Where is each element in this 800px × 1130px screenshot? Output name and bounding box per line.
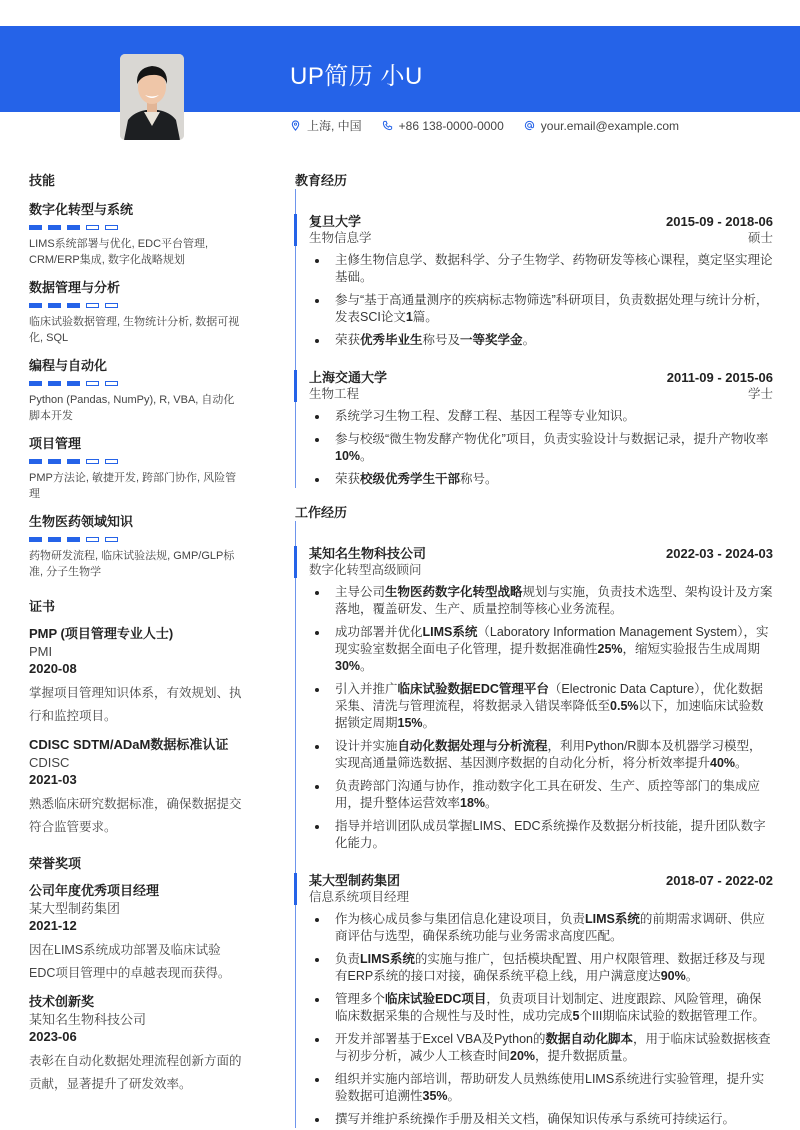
skill-name: 数字化转型与系统 bbox=[29, 202, 134, 217]
skill-description: 临床试验数据管理, 生物统计分析, 数据可视化, SQL bbox=[29, 316, 240, 344]
bullet-item: 成功部署并优化LIMS系统（Laboratory Information Management System），实现实验室数据全面电子化管理，提升数据准确性25%，缩短实验报告生成周期30%。 bbox=[335, 624, 773, 675]
bullet-item: 参与“基于高通量测序的疾病标志物筛选”科研项目，负责数据处理与统计分析，发表SCI论文1篇。 bbox=[335, 292, 773, 326]
date-range: 2011-09 - 2015-06 bbox=[666, 370, 773, 385]
skill-level-bars bbox=[29, 459, 244, 464]
highlight-text: 生物医药数字化转型战略 bbox=[385, 585, 523, 599]
level-filled-icon bbox=[29, 537, 42, 542]
left-column bbox=[29, 170, 244, 1104]
work-title: 工作经历 bbox=[295, 505, 348, 520]
skills-title: 技能 bbox=[29, 173, 56, 188]
company-name: 某知名生物科技公司 bbox=[309, 546, 427, 561]
phone-icon bbox=[382, 120, 393, 131]
bullet-item: 指导并培训团队成员掌握LIMS、EDC系统操作及数据分析技能，提升团队数字化能力。 bbox=[335, 818, 773, 852]
highlight-text: LIMS系统 bbox=[422, 625, 478, 639]
level-filled-icon bbox=[29, 459, 42, 464]
bullet-item: 荣获校级优秀学生干部称号。 bbox=[335, 471, 773, 488]
level-empty-icon bbox=[105, 459, 118, 464]
awards-title: 荣誉奖项 bbox=[29, 856, 82, 871]
skill-item bbox=[29, 511, 244, 580]
bullet-item: 参与校级“微生物发酵产物优化”项目，负责实验设计与数据记录，提升产物收率10%。 bbox=[335, 431, 773, 465]
education-list bbox=[295, 189, 773, 488]
certificate-description: 熟悉临床研究数据标准，确保数据提交符合监管要求。 bbox=[29, 797, 242, 834]
entry-header bbox=[309, 345, 773, 403]
contact-email[interactable] bbox=[524, 119, 679, 133]
entry-title-row bbox=[309, 872, 773, 889]
certificate-name: CDISC SDTM/ADaM数据标准认证 bbox=[29, 737, 229, 752]
email-text: your.email@example.com bbox=[540, 118, 679, 133]
job-title: 信息系统项目经理 bbox=[309, 890, 410, 904]
highlight-text: LIMS系统 bbox=[360, 952, 415, 966]
bullet-item: 荣获优秀毕业生称号及一等奖学金。 bbox=[335, 332, 773, 349]
location-text: 上海, 中国 bbox=[307, 119, 362, 133]
skill-level-bars bbox=[29, 225, 244, 230]
company-name: 某大型制药集团 bbox=[309, 873, 401, 888]
bullet-list bbox=[309, 408, 773, 488]
certificate-description: 掌握项目管理知识体系，有效规划、执行和监控项目。 bbox=[29, 686, 242, 723]
highlight-text: 自动化数据处理与分析流程 bbox=[397, 739, 548, 753]
level-empty-icon bbox=[86, 381, 99, 386]
highlight-text: 优秀毕业生 bbox=[360, 333, 423, 347]
level-filled-icon bbox=[48, 537, 61, 542]
work-entry bbox=[295, 521, 773, 852]
bullet-list bbox=[309, 252, 773, 349]
highlight-text: LIMS系统 bbox=[585, 912, 640, 926]
major: 生物工程 bbox=[309, 387, 360, 401]
award-date: 2023-06 bbox=[29, 1029, 77, 1044]
entry-title-row bbox=[309, 213, 773, 230]
entry-subtitle-row bbox=[309, 386, 773, 403]
avatar-portrait-icon bbox=[120, 54, 184, 140]
level-filled-icon bbox=[29, 225, 42, 230]
highlight-text: 10% bbox=[335, 449, 361, 463]
skill-name: 项目管理 bbox=[29, 436, 82, 451]
entry-subtitle-row bbox=[309, 889, 773, 906]
highlight-text: 1 bbox=[405, 310, 413, 324]
award-issuer: 某知名生物科技公司 bbox=[29, 1012, 147, 1027]
bullet-item: 负责LIMS系统的实施与推广，包括模块配置、用户权限管理、数据迁移及与现有ERP系统的接口对接，确保系统平稳上线，用户满意度达90%。 bbox=[335, 951, 773, 985]
highlight-text: 20% bbox=[510, 1049, 536, 1063]
highlight-text: 一等奖学金 bbox=[460, 333, 523, 347]
award-item bbox=[29, 882, 244, 985]
bullet-item: 开发并部署基于Excel VBA及Python的数据自动化脚本，用于临床试验数据核查与初步分析，减少人工核查时间20%，提升数据质量。 bbox=[335, 1031, 773, 1065]
level-empty-icon bbox=[86, 225, 99, 230]
highlight-text: 25% bbox=[597, 642, 623, 656]
entry-header bbox=[309, 521, 773, 579]
level-filled-icon bbox=[67, 381, 80, 386]
skill-description: PMP方法论, 敏捷开发, 跨部门协作, 风险管理 bbox=[29, 472, 237, 500]
degree: 硕士 bbox=[747, 231, 773, 245]
candidate-name: UP简历 小U bbox=[290, 63, 423, 90]
skill-item bbox=[29, 199, 244, 268]
level-empty-icon bbox=[105, 225, 118, 230]
level-empty-icon bbox=[86, 537, 99, 542]
award-description: 表彰在自动化数据处理流程创新方面的贡献，显著提升了研发效率。 bbox=[29, 1054, 242, 1091]
level-empty-icon bbox=[86, 303, 99, 308]
award-date: 2021-12 bbox=[29, 918, 77, 933]
bullet-item: 负责跨部门沟通与协作，推动数字化工具在研发、生产、质控等部门的集成应用，提升整体运营效率18%。 bbox=[335, 778, 773, 812]
award-item bbox=[29, 993, 244, 1096]
contact-location bbox=[290, 117, 362, 134]
skill-level-bars bbox=[29, 381, 244, 386]
bullet-item: 管理多个临床试验EDC项目，负责项目计划制定、进度跟踪、风险管理，确保临床数据采集的合规性与及时性，成功完成5个III期临床试验的数据管理工作。 bbox=[335, 991, 773, 1025]
certificates-list bbox=[29, 625, 244, 839]
highlight-text: 5 bbox=[572, 1009, 580, 1023]
entry-header bbox=[309, 848, 773, 906]
skill-description: 药物研发流程, 临床试验法规, GMP/GLP标准, 分子生物学 bbox=[29, 550, 235, 578]
level-filled-icon bbox=[48, 225, 61, 230]
certificate-name: PMP (项目管理专业人士) bbox=[29, 626, 174, 641]
entry-title-row bbox=[309, 369, 773, 386]
education-title: 教育经历 bbox=[295, 173, 348, 188]
contact-bar bbox=[290, 117, 679, 134]
date-range: 2018-07 - 2022-02 bbox=[666, 873, 773, 888]
school-name: 上海交通大学 bbox=[309, 370, 388, 385]
skill-name: 生物医药领域知识 bbox=[29, 514, 134, 529]
award-description: 因在LIMS系统成功部署及临床试验EDC项目管理中的卓越表现而获得。 bbox=[29, 943, 231, 980]
entry-subtitle-row bbox=[309, 562, 773, 579]
skill-description: Python (Pandas, NumPy), R, VBA, 自动化脚本开发 bbox=[29, 394, 235, 422]
level-empty-icon bbox=[105, 537, 118, 542]
skill-description: LIMS系统部署与优化, EDC平台管理, CRM/ERP集成, 数字化战略规划 bbox=[29, 238, 209, 266]
certificate-date: 2020-08 bbox=[29, 661, 77, 676]
bullet-list bbox=[309, 584, 773, 852]
bullet-list bbox=[309, 911, 773, 1128]
highlight-text: 0.5% bbox=[610, 699, 639, 713]
skill-name: 编程与自动化 bbox=[29, 358, 108, 373]
date-range: 2015-09 - 2018-06 bbox=[666, 214, 773, 229]
bullet-item: 引入并推广临床试验数据EDC管理平台（Electronic Data Capture），优化数据采集、清洗与管理流程，将数据录入错误率降低至0.5%以下，加速临床试验数据锁定周期15%。 bbox=[335, 681, 773, 732]
level-filled-icon bbox=[29, 381, 42, 386]
work-list bbox=[295, 521, 773, 1128]
degree: 学士 bbox=[747, 387, 773, 401]
certificate-date: 2021-03 bbox=[29, 772, 77, 787]
awards-list bbox=[29, 882, 244, 1096]
highlight-text: 数据自动化脚本 bbox=[545, 1032, 633, 1046]
level-empty-icon bbox=[105, 381, 118, 386]
highlight-text: 临床试验EDC项目 bbox=[385, 992, 487, 1006]
skill-item bbox=[29, 355, 244, 424]
level-empty-icon bbox=[86, 459, 99, 464]
right-column bbox=[295, 170, 773, 1130]
level-filled-icon bbox=[67, 459, 80, 464]
highlight-text: 18% bbox=[460, 796, 486, 810]
certificate-item bbox=[29, 736, 244, 839]
highlight-text: 30% bbox=[335, 659, 361, 673]
highlight-text: 临床试验数据EDC管理平台 bbox=[397, 682, 549, 696]
highlight-text: 校级优秀学生干部 bbox=[360, 472, 461, 486]
highlight-text: 90% bbox=[660, 969, 686, 983]
entry-subtitle-row bbox=[309, 230, 773, 247]
highlight-text: 40% bbox=[710, 756, 736, 770]
work-entry bbox=[295, 848, 773, 1128]
school-name: 复旦大学 bbox=[309, 214, 362, 229]
certificate-issuer: PMI bbox=[29, 644, 53, 659]
job-title: 数字化转型高级顾问 bbox=[309, 563, 422, 577]
entry-header bbox=[309, 189, 773, 247]
bullet-item: 作为核心成员参与集团信息化建设项目，负责LIMS系统的前期需求调研、供应商评估与选型，确保系统功能与业务需求高度匹配。 bbox=[335, 911, 773, 945]
bullet-item: 主导公司生物医药数字化转型战略规划与实施，负责技术选型、架构设计及方案落地，覆盖研发、生产、质量控制等核心业务流程。 bbox=[335, 585, 773, 616]
bullet-item: 系统学习生物工程、发酵工程、基因工程等专业知识。 bbox=[335, 408, 773, 425]
location-pin-icon bbox=[290, 120, 301, 131]
award-name: 技术创新奖 bbox=[29, 994, 95, 1009]
skills-list bbox=[29, 199, 244, 580]
level-filled-icon bbox=[67, 225, 80, 230]
major: 生物信息学 bbox=[309, 231, 372, 245]
certificate-issuer: CDISC bbox=[29, 755, 70, 770]
award-issuer: 某大型制药集团 bbox=[29, 901, 121, 916]
education-entry bbox=[295, 345, 773, 488]
skill-item bbox=[29, 277, 244, 346]
highlight-text: 35% bbox=[422, 1089, 448, 1103]
phone-text: +86 138-0000-0000 bbox=[398, 118, 504, 133]
date-range: 2022-03 - 2024-03 bbox=[666, 546, 773, 561]
bullet-item: 撰写并维护系统操作手册及相关文档，确保知识传承与系统可持续运行。 bbox=[335, 1111, 773, 1128]
level-filled-icon bbox=[29, 303, 42, 308]
level-filled-icon bbox=[48, 381, 61, 386]
level-filled-icon bbox=[67, 537, 80, 542]
bullet-item: 组织并实施内部培训，帮助研发人员熟练使用LIMS系统进行实验管理，提升实验数据可追溯性35%。 bbox=[335, 1071, 773, 1105]
certificate-item bbox=[29, 625, 244, 728]
skill-level-bars bbox=[29, 303, 244, 308]
at-sign-icon bbox=[524, 120, 535, 131]
level-filled-icon bbox=[48, 459, 61, 464]
highlight-text: 15% bbox=[397, 716, 423, 730]
skill-level-bars bbox=[29, 537, 244, 542]
profile-photo bbox=[120, 54, 184, 140]
award-name: 公司年度优秀项目经理 bbox=[29, 883, 160, 898]
education-entry bbox=[295, 189, 773, 349]
contact-phone[interactable] bbox=[382, 119, 504, 133]
level-filled-icon bbox=[48, 303, 61, 308]
level-empty-icon bbox=[105, 303, 118, 308]
level-filled-icon bbox=[67, 303, 80, 308]
skill-name: 数据管理与分析 bbox=[29, 280, 121, 295]
entry-title-row bbox=[309, 545, 773, 562]
bullet-item: 主修生物信息学、数据科学、分子生物学、药物研发等核心课程，奠定坚实理论基础。 bbox=[335, 253, 773, 284]
certificates-title: 证书 bbox=[29, 599, 56, 614]
skill-item bbox=[29, 433, 244, 502]
bullet-item: 设计并实施自动化数据处理与分析流程，利用Python/R脚本及机器学习模型，实现高通量筛选数据、基因测序数据的自动化分析，将分析效率提升40%。 bbox=[335, 738, 773, 772]
